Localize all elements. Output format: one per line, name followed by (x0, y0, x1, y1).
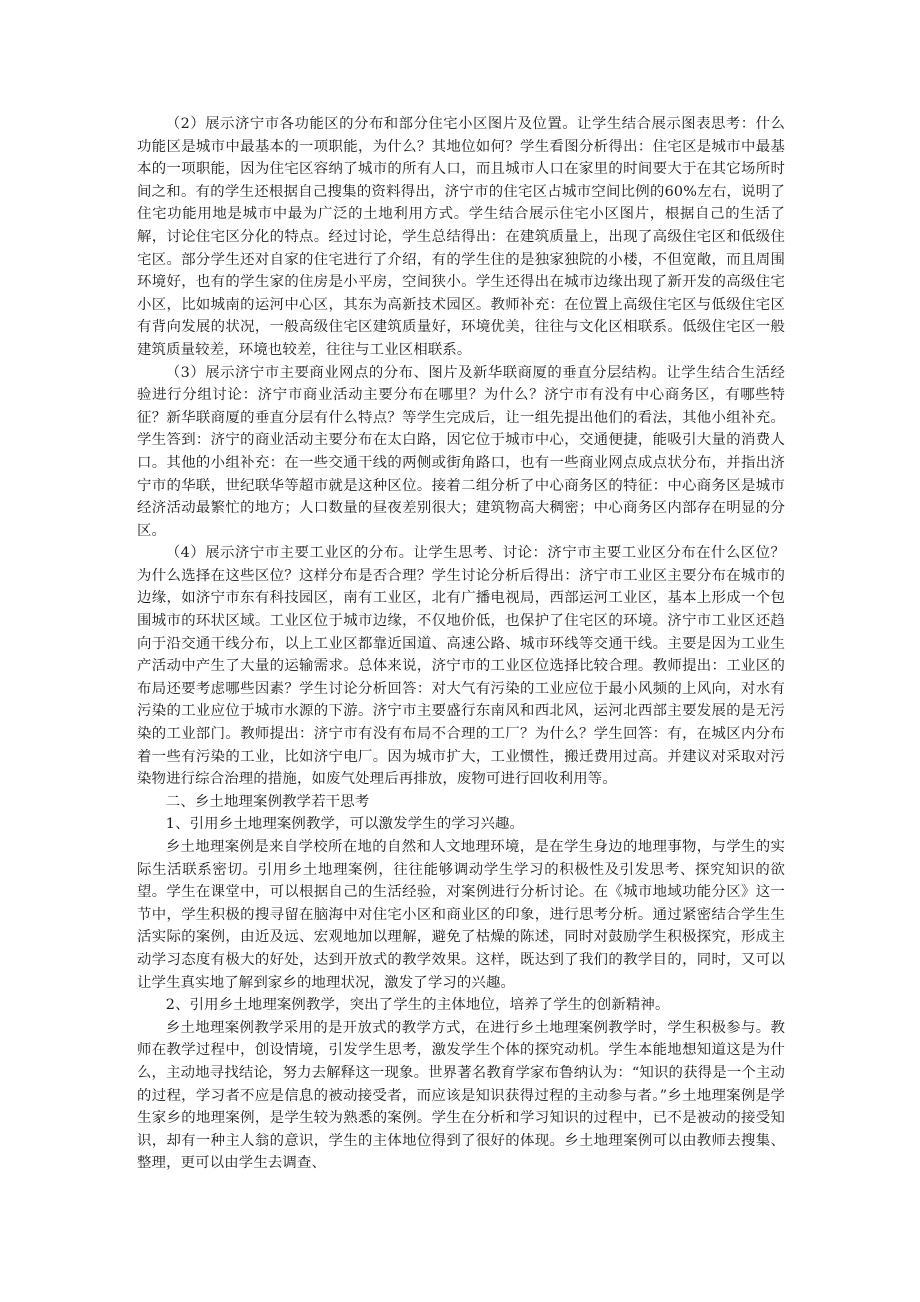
paragraph-interest: 乡土地理案例是来自学校所在地的自然和人文地理环境，是在学生身边的地理事物，与学生的实际生活联系密切。引用乡土地理案例，往往能够调动学生学习的积极性及引发思考、探究知识的欲望。学生在课堂中，可以根据自己的生活经验，对案例进行分析讨论。在《城市地域功能分区》这一节中，学生积极的搜寻留在脑海中对住宅小区和商业区的印象，进行思考分析。通过紧密结合学生生活实际的案例，由近及远、宏观地加以理解，避免了枯燥的陈述，同时对鼓励学生积极探究，形成主动学习态度有极大的好处，达到开放式的教学效果。这样，既达到了我们的教学目的，同时，又可以让学生真实地了解到家乡的地理状况，激发了学习的兴趣。 (137, 839, 785, 991)
paragraph-commercial-zones: （3）展示济宁市主要商业网点的分布、图片及新华联商厦的垂直分层结构。让学生结合生活经验进行分组讨论：济宁市商业活动主要分布在哪里？为什么？济宁市有没有中心商务区，有哪些特征？新华联商厦的垂直分层有什么特点？等学生完成后，让一组先提出他们的看法，其他小组补充。学生答到：济宁的商业活动主要分布在太白路，因它位于城市中心，交通便捷，能吸引大量的消费人口。其他的小组补充：在一些交通干线的两侧或街角路口，也有一些商业网点成点状分布，并指出济宁市的华联，世纪联华等超市就是这种区位。接着二组分析了中心商务区的特征：中心商务区是城市经济活动最繁忙的地方；人口数量的昼夜差别很大；建筑物高大稠密；中心商务区内部存在明显的分区。 (137, 364, 785, 539)
document-page (137, 113, 785, 1175)
paragraph-functional-zones: （2）展示济宁市各功能区的分布和部分住宅小区图片及位置。让学生结合展示图表思考：什么功能区是城市中最基本的一项职能，为什么？其地位如何？学生看图分析得出：住宅区是城市中最基本的一项职能，因为住宅区容纳了城市的所有人口，而且城市人口在家里的时间要大于在其它场所时间之和。有的学生还根据自己搜集的资料得出，济宁市的住宅区占城市空间比例的60%左右，说明了住宅功能用地是城市中最为广泛的土地利用方式。学生结合展示住宅小区图片，根据自己的生活了解，讨论住宅区分化的特点。经过讨论，学生总结得出：在建筑质量上，出现了高级住宅区和低级住宅区。部分学生还对自家的住宅进行了介绍，有的学生住的是独家独院的小楼，不但宽敞，而且周围环境好，也有的学生家的住房是小平房，空间狭小。学生还得出在城市边缘出现了新开发的高级住宅小区，比如城南的运河中心区，其东为高新技术园区。教师补充：在位置上高级住宅区与低级住宅区有背向发展的状况，一般高级住宅区建筑质量好，环境优美，往往与文化区相联系。低级住宅区一般建筑质量较差，环境也较差，往往与工业区相联系。 (137, 116, 785, 358)
paragraph-student-centered: 乡土地理案例教学采用的是开放式的教学方式，在进行乡土地理案例教学时，学生积极参与。教师在教学过程中，创设情境，引发学生思考，激发学生个体的探究动机。学生本能地想知道这是为什么，主动地寻找结论，努力去解释这一现象。世界著名教育学家布鲁纳认为：“知识的获得是一个主动的过程，学习者不应是信息的被动接受者，而应该是知识获得过程的主动参与者。”乡土地理案例是学生家乡的地理案例，是学生较为熟悉的案例。学生在分析和学习知识的过程中，已不是被动的接受知识，却有一种主人翁的意识，学生的主体地位得到了很好的体现。乡土地理案例可以由教师去搜集、整理，更可以由学生去调查、 (137, 1019, 785, 1172)
paragraph-industrial-zones: （4）展示济宁市主要工业区的分布。让学生思考、讨论：济宁市主要工业区分布在什么区位？为什么选择在这些区位？这样分布是否合理？学生讨论分析后得出：济宁市工业区主要分布在城市的边缘，如济宁市东有科技园区，南有工业区，北有广播电视局，西部运河工业区，基本上形成一个包围城市的环状区域。工业区位于城市边缘，不仅地价低，也保护了住宅区的环境。济宁市工业区还趋向于沿交通干线分布，以上工业区都靠近国道、高速公路、城市环线等交通干线。主要是因为工业生产活动中产生了大量的运输需求。总体来说，济宁市的工业区位选择比较合理。教师提出：工业区的布局还要考虑哪些因素？学生讨论分析回答：对大气有污染的工业应位于最小风频的上风向，对水有污染的工业应位于城市水源的下游。济宁市主要盛行东南风和西北风，运河北西部主要发展的是无污染的工业部门。教师提出：济宁市有没有布局不合理的工厂？为什么？学生回答：有，在城区内分布着一些有污染的工业，比如济宁电厂。因为城市扩大，工业惯性，搬迁费用过高。并建议对采取对污染物进行综合治理的措施，如废气处理后再排放，废物可进行回收利用等。 (137, 545, 785, 788)
subheading-student-centered: 2、引用乡土地理案例教学，突出了学生的主体地位，培养了学生的创新精神。 (165, 997, 670, 1014)
section-heading-reflections: 二、乡土地理案例教学若干思考 (165, 793, 370, 810)
subheading-interest: 1、引用乡土地理案例教学，可以激发学生的学习兴趣。 (165, 816, 525, 833)
